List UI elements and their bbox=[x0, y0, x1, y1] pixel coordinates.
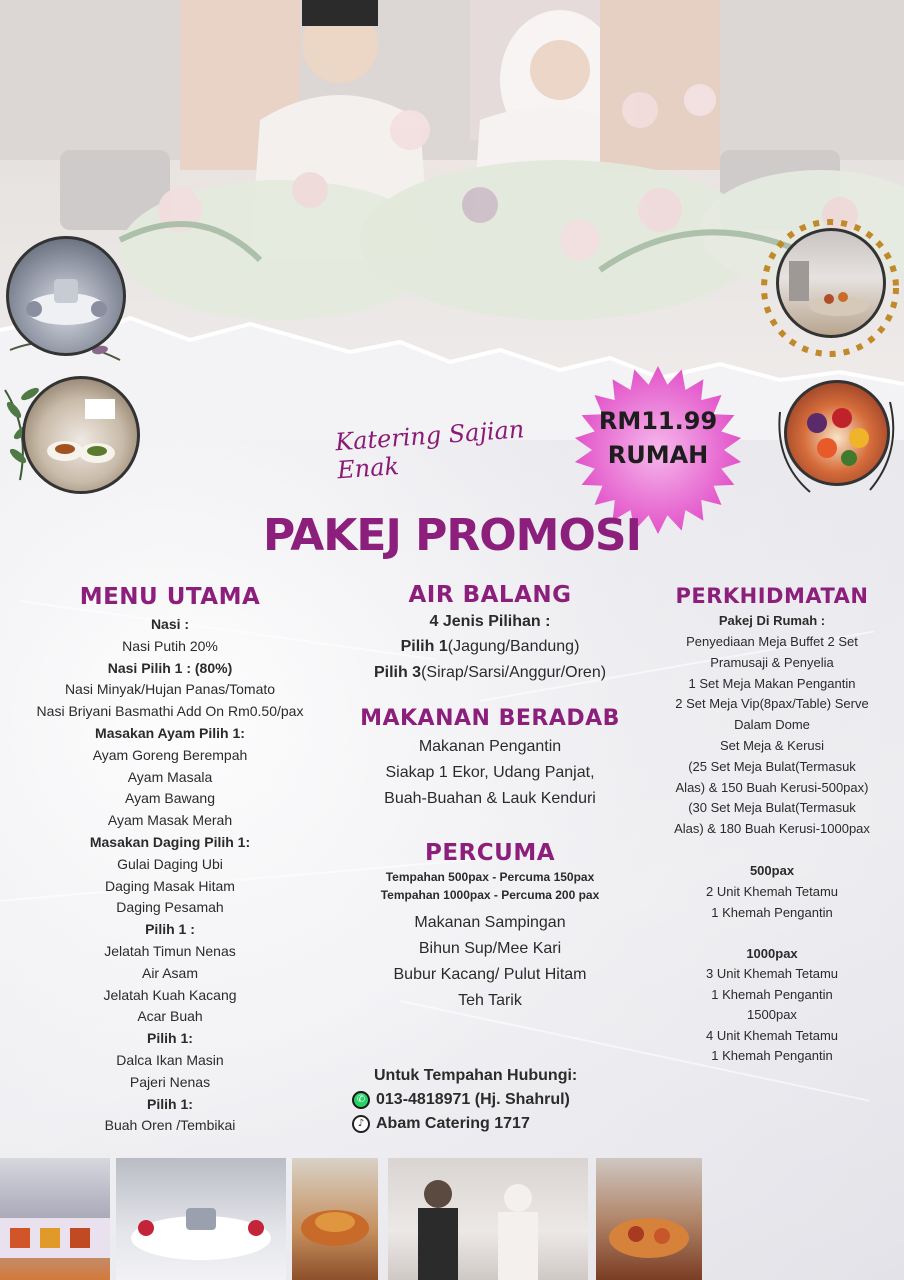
menu-utama-section bbox=[10, 582, 330, 1137]
air-balang-option bbox=[340, 634, 640, 660]
air-balang-option-text: (Sirap/Sarsi/Anggur/Oren) bbox=[421, 664, 607, 681]
brand-name: Katering Sajian Enak bbox=[334, 415, 526, 485]
air-balang-option-text: (Jagung/Bandung) bbox=[447, 638, 580, 655]
menu-utama-list bbox=[10, 614, 330, 1137]
pax1000-item: 1500pax bbox=[747, 1007, 797, 1023]
circle-photo-fruit-platter bbox=[784, 380, 890, 486]
menu-utama-item: Masakan Ayam Pilih 1: bbox=[95, 724, 245, 741]
gallery-photo-tables bbox=[116, 1158, 286, 1280]
perkhidmatan-item: 2 Set Meja Vip(8pax/Table) Serve bbox=[675, 696, 869, 712]
contact-phone-row[interactable] bbox=[352, 1088, 672, 1112]
gallery-photo-feast bbox=[596, 1158, 702, 1280]
menu-utama-heading: MENU UTAMA bbox=[79, 584, 261, 610]
perkhidmatan-item: (25 Set Meja Bulat(Termasuk bbox=[688, 758, 856, 774]
makanan-beradab-list bbox=[340, 734, 640, 812]
circle-photo-venue bbox=[776, 228, 886, 338]
circle-photo-food-trays bbox=[22, 376, 140, 494]
price-badge bbox=[572, 404, 744, 472]
whatsapp-icon: ✆ bbox=[352, 1091, 370, 1109]
pax1000-item: 4 Unit Khemah Tetamu bbox=[706, 1027, 838, 1043]
percuma-item: Bihun Sup/Mee Kari bbox=[418, 940, 562, 957]
perkhidmatan-item: 1 Set Meja Makan Pengantin bbox=[688, 675, 856, 691]
menu-utama-item: Pilih 1 : bbox=[145, 921, 195, 938]
pax1000-title: 1000pax bbox=[746, 945, 798, 961]
contact-tiktok[interactable]: Abam Catering 1717 bbox=[376, 1115, 530, 1132]
makanan-beradab-item: Buah-Buahan & Lauk Kenduri bbox=[384, 790, 596, 807]
menu-utama-item: Masakan Daging Pilih 1: bbox=[89, 833, 251, 850]
menu-utama-item: Ayam Goreng Berempah bbox=[92, 746, 248, 763]
pax1000-list bbox=[640, 964, 904, 1067]
perkhidmatan-section bbox=[640, 582, 904, 1067]
perkhidmatan-item: (30 Set Meja Bulat(Termasuk bbox=[688, 800, 856, 816]
perkhidmatan-item: Alas) & 180 Buah Kerusi-1000pax bbox=[674, 821, 870, 837]
menu-utama-item: Air Asam bbox=[141, 964, 198, 981]
tiktok-icon: ♪ bbox=[352, 1115, 370, 1133]
menu-utama-item: Ayam Bawang bbox=[124, 790, 215, 807]
pax1000-item: 3 Unit Khemah Tetamu bbox=[706, 965, 838, 981]
percuma-item: Makanan Sampingan bbox=[414, 914, 566, 931]
page-title: PAKEJ PROMOSI bbox=[263, 510, 641, 561]
menu-utama-item: Pilih 1: bbox=[147, 1030, 193, 1047]
percuma-item: Bubur Kacang/ Pulut Hitam bbox=[393, 966, 587, 983]
circle-photo-dining-setup bbox=[6, 236, 126, 356]
menu-utama-item: Jelatah Timun Nenas bbox=[104, 942, 236, 959]
perkhidmatan-list bbox=[640, 632, 904, 840]
makanan-beradab-section bbox=[340, 704, 640, 812]
menu-utama-item: Nasi : bbox=[150, 616, 190, 632]
menu-utama-item: Buah Oren /Tembikai bbox=[104, 1117, 236, 1134]
pax1000-item: 1 Khemah Pengantin bbox=[711, 986, 833, 1002]
percuma-section bbox=[340, 838, 640, 1014]
badge-type: RUMAH bbox=[607, 441, 709, 469]
air-balang-subheading: 4 Jenis Pilihan : bbox=[429, 613, 551, 630]
perkhidmatan-subheading: Pakej Di Rumah : bbox=[718, 613, 826, 628]
menu-utama-item: Ayam Masala bbox=[127, 768, 213, 785]
contact-block bbox=[352, 1064, 672, 1136]
pax500-list bbox=[640, 881, 904, 923]
air-balang-option-label: Pilih 1 bbox=[400, 638, 448, 655]
pax500-item: 1 Khemah Pengantin bbox=[711, 904, 833, 920]
menu-utama-item: Jelatah Kuah Kacang bbox=[103, 986, 237, 1003]
percuma-offer: Tempahan 500pax - Percuma 150pax bbox=[385, 870, 595, 884]
air-balang-option bbox=[340, 660, 640, 686]
menu-utama-item: Acar Buah bbox=[137, 1008, 203, 1025]
menu-utama-item: Daging Pesamah bbox=[116, 899, 224, 916]
menu-utama-item: Gulai Daging Ubi bbox=[117, 855, 223, 872]
gallery-photo-buffet bbox=[0, 1158, 110, 1280]
air-balang-heading: AIR BALANG bbox=[408, 582, 572, 608]
menu-utama-item: Pajeri Nenas bbox=[129, 1073, 211, 1090]
perkhidmatan-item: Dalam Dome bbox=[734, 717, 810, 733]
menu-utama-item: Nasi Putih 20% bbox=[122, 637, 218, 654]
menu-utama-item: Ayam Masak Merah bbox=[107, 812, 233, 829]
menu-utama-item: Nasi Pilih 1 : (80%) bbox=[107, 659, 233, 676]
gallery-photo-dish bbox=[292, 1158, 378, 1280]
percuma-list bbox=[340, 910, 640, 1014]
air-balang-option-label: Pilih 3 bbox=[373, 664, 422, 681]
contact-phone[interactable]: 013-4818971 (Hj. Shahrul) bbox=[376, 1091, 570, 1108]
contact-tiktok-row[interactable] bbox=[352, 1112, 672, 1136]
badge-price: RM11.99 bbox=[598, 407, 718, 435]
menu-utama-item: Pilih 1: bbox=[147, 1095, 193, 1112]
perkhidmatan-heading: PERKHIDMATAN bbox=[675, 584, 869, 608]
makanan-beradab-item: Makanan Pengantin bbox=[418, 738, 562, 755]
menu-utama-item: Nasi Briyani Basmathi Add On Rm0.50/pax bbox=[36, 703, 304, 720]
percuma-heading: PERCUMA bbox=[424, 840, 556, 866]
air-balang-section bbox=[340, 580, 640, 686]
pax500-title: 500pax bbox=[749, 862, 795, 878]
perkhidmatan-item: Pramusaji & Penyelia bbox=[710, 654, 834, 670]
menu-utama-item: Dalca Ikan Masin bbox=[116, 1051, 224, 1068]
menu-utama-item: Daging Masak Hitam bbox=[105, 877, 235, 894]
menu-utama-item: Nasi Minyak/Hujan Panas/Tomato bbox=[64, 681, 276, 698]
percuma-offer: Tempahan 1000pax - Percuma 200 pax bbox=[380, 888, 600, 902]
makanan-beradab-heading: MAKANAN BERADAB bbox=[360, 706, 620, 731]
perkhidmatan-item: Set Meja & Kerusi bbox=[719, 737, 825, 753]
gallery-photo-couple bbox=[388, 1158, 588, 1280]
perkhidmatan-item: Penyediaan Meja Buffet 2 Set bbox=[686, 634, 858, 649]
pax500-item: 2 Unit Khemah Tetamu bbox=[706, 883, 838, 899]
pax1000-item: 1 Khemah Pengantin bbox=[711, 1048, 833, 1064]
contact-heading: Untuk Tempahan Hubungi: bbox=[374, 1067, 578, 1084]
percuma-item: Teh Tarik bbox=[458, 992, 522, 1009]
makanan-beradab-item: Siakap 1 Ekor, Udang Panjat, bbox=[385, 764, 595, 781]
perkhidmatan-item: Alas) & 150 Buah Kerusi-500pax) bbox=[675, 779, 869, 795]
